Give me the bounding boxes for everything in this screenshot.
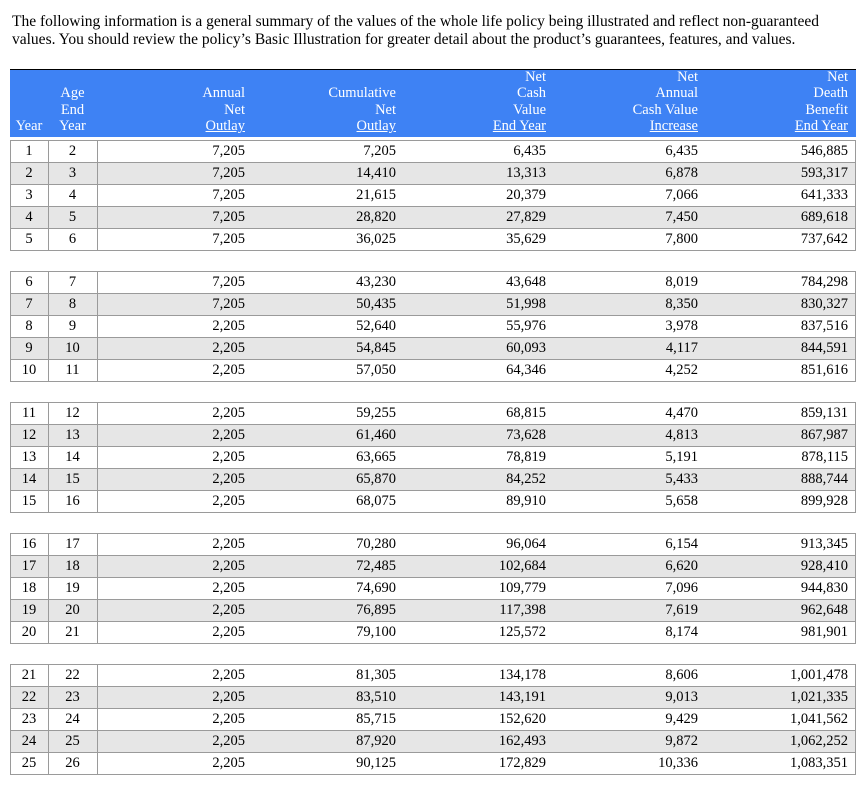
cell-annual-cash-value-increase: 9,013 <box>665 689 698 705</box>
cell-age: 18 <box>65 558 80 574</box>
cell-net-death-benefit: 641,333 <box>800 187 848 203</box>
cell-net-cash-value: 102,684 <box>498 558 546 574</box>
header-line: Net <box>677 69 698 86</box>
cell-cumulative-net-outlay: 68,075 <box>356 493 396 509</box>
header-line: End <box>60 101 85 118</box>
cell-annual-cash-value-increase: 10,336 <box>658 755 698 771</box>
cell-cumulative-net-outlay: 52,640 <box>356 318 396 334</box>
header-annual-net-outlay <box>202 85 245 134</box>
table-body <box>10 140 856 795</box>
cell-year: 8 <box>25 318 33 334</box>
header-line: Year <box>59 117 86 134</box>
cell-cumulative-net-outlay: 61,460 <box>356 427 396 443</box>
cell-annual-cash-value-increase: 7,066 <box>665 187 698 203</box>
grid-line <box>855 316 856 337</box>
grid-line <box>855 185 856 206</box>
cell-year: 10 <box>21 362 37 378</box>
table-row <box>10 664 856 686</box>
cell-annual-cash-value-increase: 6,620 <box>665 558 698 574</box>
cell-year: 15 <box>21 493 37 509</box>
cell-annual-cash-value-increase: 5,658 <box>665 493 698 509</box>
intro-paragraph: The following information is a general summary of the values of the whole life policy being illustrated and reflect non-guaranteed values. You should review the policy’s Basic Illustration for greater detail about the product’s guarantees, features, and values. <box>12 13 820 48</box>
grid-line <box>855 731 856 752</box>
cell-year: 22 <box>21 689 37 705</box>
cell-cumulative-net-outlay: 54,845 <box>356 340 396 356</box>
row-group <box>10 533 856 644</box>
cell-cumulative-net-outlay: 63,665 <box>356 449 396 465</box>
cell-annual-net-outlay: 7,205 <box>212 231 245 247</box>
table-row <box>10 686 856 708</box>
table-row <box>10 402 856 424</box>
cell-net-death-benefit: 1,041,562 <box>790 711 848 727</box>
cell-annual-net-outlay: 2,205 <box>212 449 245 465</box>
cell-net-cash-value: 84,252 <box>506 471 546 487</box>
cell-year: 16 <box>21 536 37 552</box>
grid-line <box>855 622 856 643</box>
cell-age: 5 <box>68 209 77 225</box>
grid-line <box>97 338 98 359</box>
grid-line <box>97 665 98 686</box>
table-row <box>10 424 856 446</box>
cell-year: 20 <box>21 624 37 640</box>
cell-annual-net-outlay: 2,205 <box>212 755 245 771</box>
cell-net-death-benefit: 689,618 <box>800 209 848 225</box>
table-row <box>10 293 856 315</box>
table-row <box>10 184 856 206</box>
cell-cumulative-net-outlay: 65,870 <box>356 471 396 487</box>
cell-annual-cash-value-increase: 9,429 <box>665 711 698 727</box>
cell-age: 4 <box>68 187 77 203</box>
grid-line <box>97 469 98 490</box>
cell-annual-cash-value-increase: 6,878 <box>665 165 698 181</box>
cell-year: 24 <box>21 733 37 749</box>
cell-net-cash-value: 43,648 <box>506 274 546 290</box>
grid-line <box>97 294 98 315</box>
cell-cumulative-net-outlay: 43,230 <box>356 274 396 290</box>
header-line: Cash Value <box>632 101 698 118</box>
cell-net-death-benefit: 851,616 <box>800 362 848 378</box>
row-group <box>10 271 856 382</box>
cell-annual-net-outlay: 2,205 <box>212 471 245 487</box>
grid-line <box>97 622 98 643</box>
cell-cumulative-net-outlay: 28,820 <box>356 209 396 225</box>
header-line: Cash <box>517 85 546 102</box>
cell-annual-net-outlay: 2,205 <box>212 558 245 574</box>
cell-age: 3 <box>68 165 77 181</box>
cell-net-cash-value: 35,629 <box>506 231 546 247</box>
grid-line <box>97 425 98 446</box>
cell-year: 5 <box>25 231 33 247</box>
header-line: Net <box>525 69 546 86</box>
cell-net-death-benefit: 928,410 <box>800 558 848 574</box>
cell-age: 15 <box>65 471 80 487</box>
cell-cumulative-net-outlay: 90,125 <box>356 755 396 771</box>
grid-line <box>97 753 98 774</box>
cell-annual-cash-value-increase: 8,019 <box>665 274 698 290</box>
table-row <box>10 490 856 513</box>
cell-annual-net-outlay: 7,205 <box>212 296 245 312</box>
cell-net-death-benefit: 546,885 <box>800 143 848 159</box>
header-line: Net <box>827 69 848 86</box>
table-row <box>10 228 856 251</box>
cell-net-cash-value: 78,819 <box>506 449 546 465</box>
cell-annual-cash-value-increase: 9,872 <box>665 733 698 749</box>
cell-annual-cash-value-increase: 4,117 <box>665 340 698 356</box>
grid-line <box>855 338 856 359</box>
table-row <box>10 533 856 555</box>
grid-line <box>855 665 856 686</box>
cell-net-death-benefit: 1,001,478 <box>790 667 848 683</box>
cell-net-cash-value: 6,435 <box>513 143 546 159</box>
header-line: Benefit <box>805 101 848 118</box>
cell-age: 24 <box>65 711 80 727</box>
cell-age: 10 <box>65 340 80 356</box>
table-row <box>10 162 856 184</box>
table-row <box>10 446 856 468</box>
grid-line <box>855 229 856 250</box>
header-net-cash-value <box>493 69 546 134</box>
grid-line <box>97 556 98 577</box>
cell-net-cash-value: 117,398 <box>499 602 546 618</box>
cell-annual-net-outlay: 2,205 <box>212 362 245 378</box>
grid-line <box>97 600 98 621</box>
cell-annual-net-outlay: 2,205 <box>212 602 245 618</box>
cell-age: 21 <box>65 624 80 640</box>
header-net-death-benefit <box>795 69 848 134</box>
cell-annual-net-outlay: 2,205 <box>212 711 245 727</box>
header-year <box>10 118 48 134</box>
cell-net-cash-value: 162,493 <box>498 733 546 749</box>
grid-line <box>855 403 856 424</box>
cell-annual-cash-value-increase: 4,813 <box>665 427 698 443</box>
cell-net-death-benefit: 1,021,335 <box>790 689 848 705</box>
cell-cumulative-net-outlay: 83,510 <box>356 689 396 705</box>
header-annual-cash-value-increase <box>633 69 698 134</box>
row-group <box>10 664 856 775</box>
cell-annual-net-outlay: 7,205 <box>212 165 245 181</box>
cell-annual-cash-value-increase: 7,096 <box>665 580 698 596</box>
cell-annual-cash-value-increase: 7,619 <box>665 602 698 618</box>
cell-net-death-benefit: 837,516 <box>800 318 848 334</box>
table-row <box>10 468 856 490</box>
cell-annual-net-outlay: 2,205 <box>212 405 245 421</box>
cell-annual-net-outlay: 7,205 <box>212 209 245 225</box>
cell-age: 11 <box>65 362 80 378</box>
cell-net-death-benefit: 737,642 <box>800 231 848 247</box>
cell-cumulative-net-outlay: 76,895 <box>356 602 396 618</box>
cell-annual-cash-value-increase: 8,606 <box>665 667 698 683</box>
cell-net-cash-value: 51,998 <box>506 296 546 312</box>
grid-line <box>855 753 856 774</box>
cell-annual-net-outlay: 2,205 <box>212 667 245 683</box>
cell-net-death-benefit: 867,987 <box>800 427 848 443</box>
cell-age: 16 <box>65 493 80 509</box>
header-line: Outlay <box>205 117 245 134</box>
cell-net-death-benefit: 593,317 <box>800 165 848 181</box>
grid-line <box>97 491 98 512</box>
table-row <box>10 599 856 621</box>
cell-net-cash-value: 68,815 <box>506 405 546 421</box>
grid-line <box>97 447 98 468</box>
cell-cumulative-net-outlay: 36,025 <box>356 231 396 247</box>
cell-age: 13 <box>65 427 80 443</box>
header-line: Annual <box>655 85 698 102</box>
grid-line <box>855 447 856 468</box>
grid-line <box>855 556 856 577</box>
grid-line <box>855 600 856 621</box>
cell-cumulative-net-outlay: 21,615 <box>356 187 396 203</box>
cell-net-death-benefit: 899,928 <box>800 493 848 509</box>
grid-line <box>855 207 856 228</box>
grid-line <box>97 731 98 752</box>
cell-annual-net-outlay: 2,205 <box>212 536 245 552</box>
grid-line <box>855 709 856 730</box>
grid-line <box>855 294 856 315</box>
cell-age: 6 <box>68 231 77 247</box>
cell-annual-net-outlay: 2,205 <box>212 318 245 334</box>
cell-annual-cash-value-increase: 8,174 <box>665 624 698 640</box>
cell-cumulative-net-outlay: 57,050 <box>356 362 396 378</box>
table-row <box>10 708 856 730</box>
header-line: Increase <box>649 117 698 134</box>
cell-net-cash-value: 55,976 <box>506 318 546 334</box>
cell-year: 6 <box>25 274 33 290</box>
cell-year: 23 <box>21 711 37 727</box>
cell-net-cash-value: 64,346 <box>506 362 546 378</box>
cell-net-death-benefit: 888,744 <box>800 471 848 487</box>
cell-cumulative-net-outlay: 87,920 <box>356 733 396 749</box>
cell-age: 23 <box>65 689 80 705</box>
cell-age: 2 <box>68 143 77 159</box>
cell-age: 17 <box>65 536 80 552</box>
grid-line <box>855 141 856 162</box>
cell-net-cash-value: 134,178 <box>498 667 546 683</box>
cell-cumulative-net-outlay: 59,255 <box>356 405 396 421</box>
cell-cumulative-net-outlay: 74,690 <box>356 580 396 596</box>
cell-age: 19 <box>65 580 80 596</box>
table-row <box>10 555 856 577</box>
grid-line <box>97 578 98 599</box>
cell-net-death-benefit: 1,062,252 <box>790 733 848 749</box>
grid-line <box>97 272 98 293</box>
grid-line <box>97 163 98 184</box>
header-line: End Year <box>794 117 848 134</box>
grid-line <box>97 185 98 206</box>
header-cumulative-net-outlay <box>328 85 396 134</box>
grid-line <box>97 141 98 162</box>
cell-annual-cash-value-increase: 6,154 <box>665 536 698 552</box>
cell-year: 2 <box>25 165 33 181</box>
cell-age: 7 <box>68 274 77 290</box>
cell-year: 3 <box>25 187 33 203</box>
cell-annual-cash-value-increase: 4,252 <box>665 362 698 378</box>
cell-annual-net-outlay: 7,205 <box>212 274 245 290</box>
cell-net-cash-value: 27,829 <box>506 209 546 225</box>
cell-age: 8 <box>68 296 77 312</box>
cell-net-cash-value: 60,093 <box>506 340 546 356</box>
cell-annual-cash-value-increase: 5,191 <box>665 449 698 465</box>
header-line: Death <box>813 85 848 102</box>
header-line: Age <box>60 85 85 102</box>
cell-cumulative-net-outlay: 50,435 <box>356 296 396 312</box>
grid-line <box>97 709 98 730</box>
grid-line <box>97 316 98 337</box>
grid-line <box>97 687 98 708</box>
cell-net-cash-value: 13,313 <box>506 165 546 181</box>
header-line: End Year <box>492 117 546 134</box>
table-row <box>10 140 856 162</box>
cell-net-cash-value: 172,829 <box>498 755 546 771</box>
grid-line <box>855 360 856 381</box>
cell-cumulative-net-outlay: 70,280 <box>356 536 396 552</box>
cell-age: 12 <box>65 405 80 421</box>
cell-age: 26 <box>65 755 80 771</box>
header-line: Outlay <box>356 117 396 134</box>
cell-annual-net-outlay: 7,205 <box>212 143 245 159</box>
cell-year: 9 <box>25 340 33 356</box>
header-line: Net <box>224 101 245 118</box>
table-row <box>10 621 856 644</box>
cell-annual-cash-value-increase: 6,435 <box>665 143 698 159</box>
grid-line <box>97 534 98 555</box>
cell-annual-net-outlay: 2,205 <box>212 624 245 640</box>
grid-line <box>855 272 856 293</box>
cell-year: 18 <box>21 580 37 596</box>
grid-line <box>855 491 856 512</box>
cell-net-cash-value: 73,628 <box>506 427 546 443</box>
cell-annual-net-outlay: 2,205 <box>212 689 245 705</box>
cell-age: 25 <box>65 733 80 749</box>
table-row <box>10 315 856 337</box>
cell-net-death-benefit: 844,591 <box>800 340 848 356</box>
table-row <box>10 359 856 382</box>
cell-net-death-benefit: 913,345 <box>800 536 848 552</box>
cell-annual-net-outlay: 2,205 <box>212 427 245 443</box>
cell-annual-net-outlay: 2,205 <box>212 340 245 356</box>
grid-line <box>97 403 98 424</box>
row-group <box>10 402 856 513</box>
cell-age: 22 <box>65 667 80 683</box>
cell-age: 14 <box>65 449 80 465</box>
cell-year: 14 <box>21 471 37 487</box>
cell-annual-net-outlay: 7,205 <box>212 187 245 203</box>
grid-line <box>97 229 98 250</box>
cell-net-cash-value: 152,620 <box>498 711 546 727</box>
header-line: Annual <box>202 85 245 102</box>
header-age-end-year <box>48 85 97 134</box>
grid-line <box>855 534 856 555</box>
cell-annual-cash-value-increase: 8,350 <box>665 296 698 312</box>
grid-line <box>97 360 98 381</box>
header-line: Cumulative <box>328 85 396 102</box>
cell-year: 1 <box>25 143 33 159</box>
cell-annual-cash-value-increase: 7,800 <box>665 231 698 247</box>
grid-line <box>855 469 856 490</box>
cell-annual-cash-value-increase: 7,450 <box>665 209 698 225</box>
table-header <box>10 70 856 137</box>
table-row <box>10 730 856 752</box>
cell-cumulative-net-outlay: 79,100 <box>356 624 396 640</box>
grid-line <box>855 578 856 599</box>
row-group <box>10 140 856 251</box>
grid-line <box>855 687 856 708</box>
cell-year: 12 <box>21 427 37 443</box>
cell-year: 11 <box>22 405 36 421</box>
cell-net-cash-value: 89,910 <box>506 493 546 509</box>
cell-annual-net-outlay: 2,205 <box>212 733 245 749</box>
cell-net-cash-value: 20,379 <box>506 187 546 203</box>
cell-net-cash-value: 125,572 <box>498 624 546 640</box>
cell-annual-cash-value-increase: 4,470 <box>665 405 698 421</box>
cell-cumulative-net-outlay: 81,305 <box>356 667 396 683</box>
grid-line <box>855 163 856 184</box>
cell-year: 4 <box>25 209 33 225</box>
cell-net-cash-value: 143,191 <box>498 689 546 705</box>
cell-net-death-benefit: 830,327 <box>800 296 848 312</box>
cell-net-cash-value: 96,064 <box>506 536 546 552</box>
cell-year: 7 <box>25 296 33 312</box>
header-line: Net <box>375 101 396 118</box>
cell-annual-cash-value-increase: 3,978 <box>665 318 698 334</box>
cell-net-death-benefit: 944,830 <box>800 580 848 596</box>
cell-net-death-benefit: 878,115 <box>801 449 848 465</box>
cell-age: 9 <box>68 318 77 334</box>
table-row <box>10 577 856 599</box>
cell-net-cash-value: 109,779 <box>498 580 546 596</box>
cell-year: 25 <box>21 755 37 771</box>
cell-net-death-benefit: 962,648 <box>800 602 848 618</box>
table-row <box>10 206 856 228</box>
cell-year: 17 <box>21 558 37 574</box>
cell-net-death-benefit: 1,083,351 <box>790 755 848 771</box>
cell-net-death-benefit: 784,298 <box>800 274 848 290</box>
cell-annual-net-outlay: 2,205 <box>212 580 245 596</box>
cell-age: 20 <box>65 602 80 618</box>
cell-cumulative-net-outlay: 14,410 <box>356 165 396 181</box>
cell-year: 19 <box>21 602 37 618</box>
cell-annual-net-outlay: 2,205 <box>212 493 245 509</box>
table-row <box>10 337 856 359</box>
grid-line <box>97 207 98 228</box>
cell-cumulative-net-outlay: 7,205 <box>363 143 396 159</box>
cell-annual-cash-value-increase: 5,433 <box>665 471 698 487</box>
header-line: Value <box>512 101 546 118</box>
cell-net-death-benefit: 859,131 <box>800 405 848 421</box>
cell-year: 21 <box>21 667 37 683</box>
cell-cumulative-net-outlay: 72,485 <box>356 558 396 574</box>
header-line: Year <box>15 117 43 134</box>
cell-year: 13 <box>21 449 37 465</box>
table-row <box>10 271 856 293</box>
grid-line <box>855 425 856 446</box>
cell-cumulative-net-outlay: 85,715 <box>356 711 396 727</box>
cell-net-death-benefit: 981,901 <box>800 624 848 640</box>
